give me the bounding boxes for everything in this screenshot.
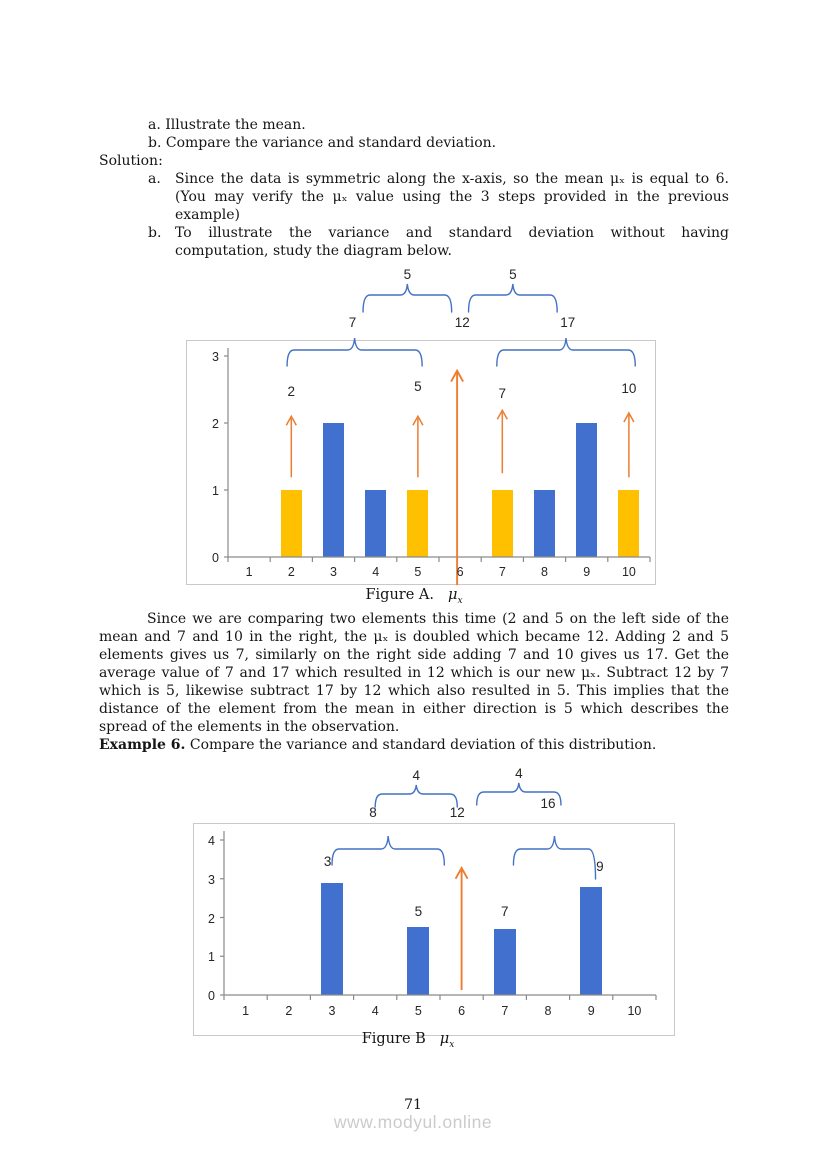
watermark: www.modyul.online (333, 1112, 493, 1132)
figure-b-chart (193, 765, 675, 1061)
mean-symbol: μ (439, 1031, 450, 1047)
mean-symbol-subscript: x (457, 595, 463, 606)
point-label: 9 (596, 859, 604, 874)
point-label: 3 (323, 854, 332, 869)
x-tick-label: 9 (583, 565, 591, 579)
point-label: 7 (498, 386, 507, 401)
sum-label: 16 (540, 796, 556, 811)
example-line (99, 736, 729, 754)
sum-label: 7 (348, 315, 357, 330)
bar-x9 (576, 423, 597, 557)
difference-label: 5 (509, 267, 517, 282)
x-tick-label: 10 (621, 565, 636, 579)
y-tick-label: 1 (212, 484, 219, 498)
bar-x10 (618, 490, 639, 557)
point-label: 5 (414, 379, 422, 394)
bar-x4 (365, 490, 386, 557)
point-label: 7 (501, 904, 509, 919)
solution-item-b-text: To illustrate the variance and standard deviation without having computation, study the diagram below. (175, 225, 729, 259)
y-tick-label: 2 (208, 911, 215, 926)
sum-label: 8 (369, 805, 377, 820)
middle-text-block (99, 610, 729, 754)
bar-x2 (281, 490, 302, 557)
x-tick-label: 2 (287, 565, 295, 579)
example-text: Compare the variance and standard deviation of this distribution. (185, 737, 657, 753)
bar-x7 (492, 490, 513, 557)
y-tick-label: 0 (208, 989, 215, 1003)
y-tick-label: 0 (212, 551, 219, 565)
solution-item-a-text: Since the data is symmetric along the x-axis, so the mean μₓ is equal to 6. (You may verify the μₓ value using the 3 steps provided in the previous example) (175, 171, 729, 223)
y-tick-label: 3 (212, 350, 219, 364)
x-tick-label: 8 (541, 565, 548, 579)
example-label: Example 6. (99, 737, 186, 753)
bar-x8 (534, 490, 555, 557)
difference-label: 5 (403, 267, 412, 282)
x-tick-label: 6 (456, 565, 464, 579)
solution-label: Solution: (99, 153, 163, 169)
figure-caption (324, 586, 504, 610)
mean-symbol-subscript: x (449, 1039, 455, 1050)
y-tick-label: 3 (208, 872, 215, 887)
x-tick-label: 8 (544, 1004, 552, 1018)
bar-x9 (580, 887, 602, 996)
x-tick-label: 6 (458, 1004, 466, 1018)
x-tick-label: 9 (587, 1004, 595, 1018)
list-item-a-text: Illustrate the mean. (165, 117, 306, 133)
list-item-b-label: b. (148, 135, 162, 151)
x-tick-label: 4 (371, 1004, 379, 1018)
difference-brace (363, 284, 452, 312)
bar-x7 (494, 929, 516, 995)
x-tick-label: 1 (245, 565, 253, 579)
solution-item-a-label: a. (148, 171, 161, 187)
point-label: 5 (414, 904, 423, 919)
x-tick-label: 1 (242, 1004, 250, 1018)
x-tick-label: 10 (627, 1004, 642, 1018)
x-tick-label: 5 (414, 1004, 422, 1018)
bar-x3 (323, 423, 344, 557)
y-tick-label: 2 (212, 417, 219, 431)
bar-x3 (321, 883, 343, 995)
mean-symbol: μ (448, 587, 458, 603)
list-item-b (99, 134, 729, 152)
solution-item-a (99, 170, 729, 224)
y-tick-label: 4 (208, 834, 215, 848)
list-item-b-text: Compare the variance and standard deviation. (165, 135, 497, 151)
bar-x5 (407, 490, 428, 557)
x-tick-label: 4 (372, 565, 380, 579)
body-paragraph: Since we are comparing two elements this time (2 and 5 on the left side of the mean and 7 and 10 in the right, the μₓ is doubled which became 12. Adding 2 and 5 elements gives us 7, similarly on the right side adding 7 and 10 gives us 17. Get the average value of 7 and 17 which resulted in 12 which is our new μₓ. Subtract 12 by 7 which is 5, likewise subtract 17 by 12 which also resulted in 5. This implies that the distance of the element from the mean in either direction is 5 which describes the spread of the elements in the observation. (99, 611, 729, 735)
sum-label: 12 (449, 805, 465, 820)
sum-label: 12 (454, 315, 470, 330)
page-number: 71 (404, 1097, 422, 1113)
x-tick-label: 2 (285, 1004, 293, 1018)
difference-label: 4 (412, 768, 420, 783)
list-item-a-label: a. (148, 117, 161, 133)
figure-caption (318, 1030, 498, 1054)
figure-a-chart (186, 264, 656, 610)
sum-label: 17 (560, 315, 576, 330)
list-item-a (99, 116, 729, 134)
bar-x5 (407, 927, 429, 995)
top-text-block (99, 116, 729, 260)
point-label: 10 (621, 381, 637, 396)
y-tick-label: 1 (208, 950, 215, 965)
solution-item-b-label: b. (148, 225, 162, 241)
figure-caption-text: Figure A. (365, 587, 434, 603)
solution-item-b (99, 224, 729, 260)
difference-brace (469, 284, 558, 312)
x-tick-label: 7 (498, 565, 506, 579)
point-label: 2 (287, 384, 296, 399)
x-tick-label: 7 (501, 1004, 509, 1018)
x-tick-label: 3 (328, 1004, 336, 1018)
difference-label: 4 (515, 766, 523, 781)
x-tick-label: 5 (414, 565, 422, 579)
figure-caption-text: Figure B (361, 1031, 426, 1047)
x-tick-label: 3 (330, 565, 337, 579)
